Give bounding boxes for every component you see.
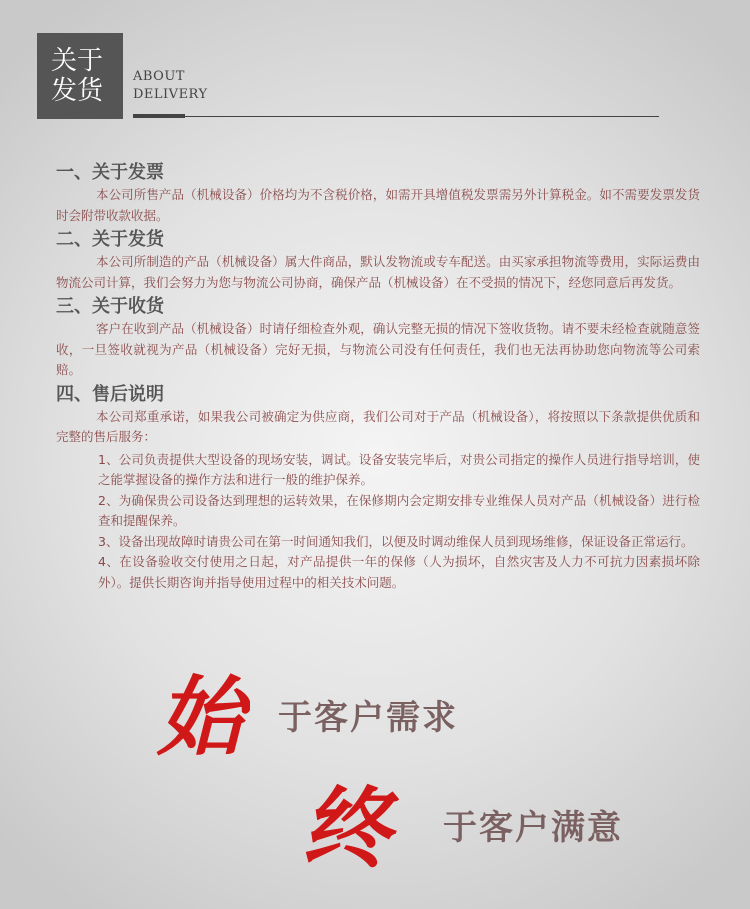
calligraphy-shi (155, 665, 250, 765)
calligraphy-zhong (300, 775, 410, 875)
header-title-line1: 关于 (51, 46, 104, 76)
header-en-line2: DELIVERY (133, 87, 208, 102)
section-receiving (56, 295, 700, 381)
header-rule (185, 116, 659, 117)
header-english (133, 68, 208, 104)
section-shipping (56, 228, 700, 293)
section-invoice (56, 161, 700, 226)
list-item: 2、为确保贵公司设备达到理想的运转效果，在保修期内会定期安排专业维保人员对产品（机械设备）进行检查和提醒保养。 (98, 492, 700, 528)
section-paragraph: 客户在收到产品（机械设备）时请仔细检查外观，确认完整无损的情况下签收货物。请不要未经检查就随意签收，一旦签收就视为产品（机械设备）完好无损，与物流公司没有任何责任，我们也无法再协助您向物流等公司索赔。 (56, 321, 700, 377)
calligraphy-shi-text: 始 (157, 667, 243, 765)
calligraphy-zhong-text: 终 (302, 776, 391, 875)
section-paragraph: 本公司所售产品（机械设备）价格均为不含税价格，如需开具增值税发票需另外计算税金。如不需要发票发货时会附带收款收据。 (56, 187, 700, 223)
slogan-satisfaction: 于客户满意 (443, 808, 623, 848)
section-paragraph: 本公司郑重承诺，如果我公司被确定为供应商，我们公司对于产品（机械设备），将按照以下条款提供优质和完整的售后服务： (56, 408, 700, 444)
section-title: 三、关于收货 (56, 296, 164, 317)
header-title-box (37, 33, 123, 119)
content (56, 161, 700, 593)
list-item: 4、在设备验收交付使用之日起，对产品提供一年的保修（人为损坏，自然灾害及人力不可抗力因素损坏除外）。提供长期咨询并指导使用过程中的相关技术问题。 (98, 554, 700, 590)
slogan-demand: 于客户需求 (278, 698, 458, 738)
header-en-line1: ABOUT (133, 69, 185, 84)
list-item: 1、公司负责提供大型设备的现场安装，调试。设备安装完毕后，对贵公司指定的操作人员进行指导培训，使之能掌握设备的操作方法和进行一般的维护保养。 (98, 451, 700, 487)
section-paragraph: 本公司所制造的产品（机械设备）属大件商品，默认发物流或专车配送。由买家承担物流等费用，实际运费由物流公司计算，我们会努力为您与物流公司协商，确保产品（机械设备）在不受损的情况下，经您同意后再发货。 (56, 254, 700, 290)
header-rule-accent (133, 114, 185, 118)
section-title: 一、关于发票 (56, 162, 164, 183)
section-title: 二、关于发货 (56, 229, 164, 250)
section-after-sales (56, 383, 700, 594)
list-item: 3、设备出现故障时请贵公司在第一时间通知我们，以便及时调动维保人员到现场维修，保证设备正常运行。 (98, 533, 694, 549)
section-title: 四、售后说明 (56, 383, 164, 405)
header-title-line2: 发货 (51, 76, 104, 106)
